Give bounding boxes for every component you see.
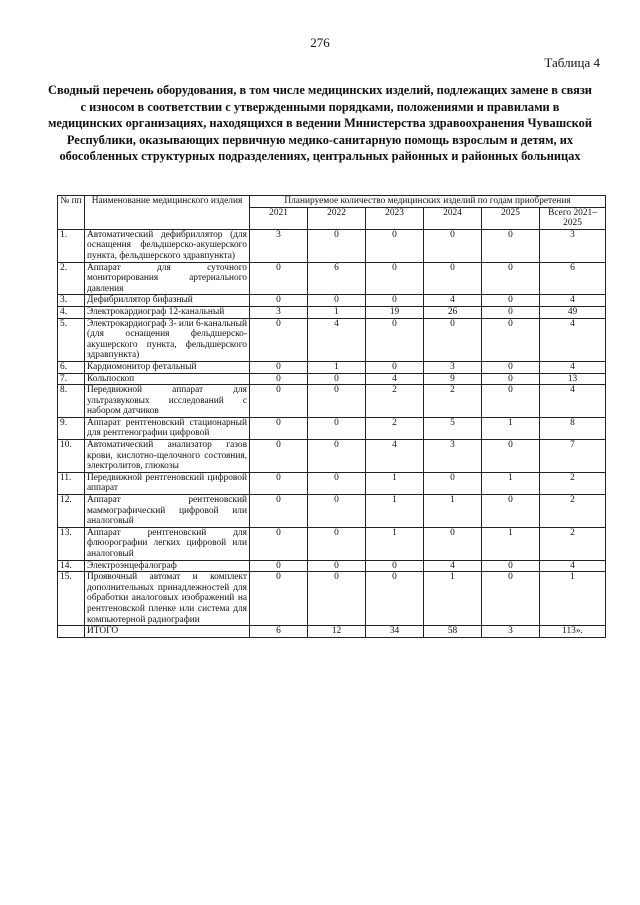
row-item-name: Кольпоскоп [85,373,250,385]
row-value: 1 [366,527,424,560]
row-value: 0 [482,361,540,373]
table-label: Таблица 4 [544,55,600,70]
row-value: 1 [366,495,424,528]
row-value: 5 [424,417,482,439]
row-value: 0 [424,262,482,295]
table-row [58,527,606,560]
row-number: 1. [58,229,85,262]
row-value: 7 [540,440,606,473]
row-value: 0 [250,417,308,439]
row-value: 4 [308,318,366,361]
row-value: 0 [366,318,424,361]
row-value: 0 [250,560,308,572]
row-item-name: Аппарат для суточного мониторирования артериального давления [85,262,250,295]
row-number: 7. [58,373,85,385]
header-planned-quantity: Планируемое количество медицинских изделий по годам приобретения [250,196,606,208]
table-row [58,440,606,473]
row-value: 1 [540,572,606,626]
row-value: 0 [366,560,424,572]
row-value: 0 [250,495,308,528]
row-value: 1 [308,361,366,373]
row-value: 2 [540,472,606,494]
row-number: 5. [58,318,85,361]
table-row [58,318,606,361]
row-value: 3 [250,306,308,318]
equipment-table [57,195,606,638]
row-item-name: Аппарат рентгеновский маммографический цифровой или аналоговый [85,495,250,528]
header-year: 2022 [308,207,366,229]
row-value: 0 [482,572,540,626]
row-value: 0 [424,318,482,361]
row-number: 12. [58,495,85,528]
row-number: 10. [58,440,85,473]
row-number: 4. [58,306,85,318]
row-value: 0 [308,229,366,262]
row-value: 0 [366,262,424,295]
row-value: 0 [424,472,482,494]
row-item-name: Автоматический анализатор газов крови, кислотно-щелочного состояния, электролитов, глюкозы [85,440,250,473]
row-item-name: Проявочный автомат и комплект дополнительных принадлежностей для обработки аналоговых изображений на рентгеновской пленке или система для компьютерной радиографии [85,572,250,626]
row-value: 6 [308,262,366,295]
row-value: 1 [482,417,540,439]
total-value: 113». [540,626,606,638]
row-value: 0 [308,440,366,473]
row-value: 6 [540,262,606,295]
header-year: Всего 2021–2025 [540,207,606,229]
table-row [58,417,606,439]
row-item-name: Дефибриллятор бифазный [85,295,250,307]
header-year: 2023 [366,207,424,229]
row-value: 3 [540,229,606,262]
row-value: 2 [366,417,424,439]
row-value: 0 [308,495,366,528]
row-number: 3. [58,295,85,307]
row-value: 0 [250,572,308,626]
row-value: 3 [424,361,482,373]
total-value: 12 [308,626,366,638]
row-value: 2 [540,495,606,528]
row-value: 2 [540,527,606,560]
document-title: Сводный перечень оборудования, в том числе медицинских изделий, подлежащих замене в связи с износом в соответствии с утвержденными порядками, положениями и правилами в медицинских организациях, находящихся в ведении Министерства здравоохранения Чувашской Республики, оказывающих первичную медико-санитарную помощь взрослым и детям, их обособленных структурных подразделениях, центральных районных и районных больницах [47,83,592,163]
row-value: 0 [250,472,308,494]
row-value: 1 [366,472,424,494]
row-item-name: Передвижной аппарат для ультразвуковых исследований с набором датчиков [85,385,250,418]
row-value: 0 [366,572,424,626]
row-item-name: Электрокардиограф 3- или 6-канальный (для оснащения фельдшерско-акушерского пункта, фельдшерского здравпункта) [85,318,250,361]
row-number: 8. [58,385,85,418]
row-value: 1 [424,495,482,528]
row-value: 4 [424,560,482,572]
row-value: 0 [308,373,366,385]
row-number: 6. [58,361,85,373]
row-value: 8 [540,417,606,439]
row-value: 0 [482,229,540,262]
row-item-name: Аппарат рентгеновский стационарный для рентгенографии цифровой [85,417,250,439]
row-value: 26 [424,306,482,318]
total-value: 58 [424,626,482,638]
row-value: 0 [250,440,308,473]
row-value: 0 [482,373,540,385]
row-value: 1 [482,472,540,494]
row-value: 0 [308,385,366,418]
table-row [58,385,606,418]
row-value: 0 [308,472,366,494]
row-value: 49 [540,306,606,318]
row-value: 0 [308,417,366,439]
total-label: ИТОГО [85,626,250,638]
row-number: 2. [58,262,85,295]
row-item-name: Кардиомонитор фетальный [85,361,250,373]
row-value: 3 [250,229,308,262]
row-value: 19 [366,306,424,318]
row-value: 0 [250,295,308,307]
row-number: 13. [58,527,85,560]
row-value: 0 [308,560,366,572]
table-row [58,560,606,572]
row-value: 0 [308,527,366,560]
total-row-number [58,626,85,638]
row-value: 0 [424,229,482,262]
table-row [58,229,606,262]
row-value: 0 [482,440,540,473]
row-item-name: Электрокардиограф 12-канальный [85,306,250,318]
row-value: 4 [540,385,606,418]
total-value: 3 [482,626,540,638]
row-value: 4 [540,318,606,361]
row-number: 11. [58,472,85,494]
table-row [58,472,606,494]
row-value: 2 [424,385,482,418]
row-value: 0 [366,229,424,262]
row-value: 3 [424,440,482,473]
row-value: 4 [540,361,606,373]
row-value: 9 [424,373,482,385]
header-year: 2021 [250,207,308,229]
page-number: 276 [310,35,330,50]
table-row [58,306,606,318]
row-value: 2 [366,385,424,418]
row-value: 4 [540,295,606,307]
row-value: 0 [250,361,308,373]
row-item-name: Электроэнцефалограф [85,560,250,572]
table-row [58,373,606,385]
total-value: 6 [250,626,308,638]
row-value: 0 [482,295,540,307]
row-value: 1 [482,527,540,560]
table-row [58,572,606,626]
row-value: 0 [482,318,540,361]
row-value: 0 [482,306,540,318]
row-value: 0 [482,560,540,572]
row-value: 4 [424,295,482,307]
row-value: 0 [250,385,308,418]
row-item-name: Передвижной рентгеновский цифровой аппарат [85,472,250,494]
total-value: 34 [366,626,424,638]
total-row [58,626,606,638]
row-item-name: Автоматический дефибриллятор (для оснащения фельдшерско-акушерского пункта, фельдшерского здравпункта) [85,229,250,262]
row-number: 9. [58,417,85,439]
row-value: 0 [250,527,308,560]
header-year: 2024 [424,207,482,229]
row-value: 1 [424,572,482,626]
row-value: 4 [366,440,424,473]
row-value: 0 [308,295,366,307]
header-number: № пп [58,196,85,230]
row-number: 15. [58,572,85,626]
row-value: 0 [250,262,308,295]
row-value: 0 [308,572,366,626]
row-value: 0 [482,385,540,418]
row-value: 0 [250,318,308,361]
row-value: 0 [482,495,540,528]
row-value: 4 [366,373,424,385]
table-row [58,262,606,295]
row-value: 0 [482,262,540,295]
header-name: Наименование медицинского изделия [85,196,250,230]
table-row [58,361,606,373]
row-value: 0 [366,295,424,307]
row-item-name: Аппарат рентгеновский для флюорографии легких цифровой или аналоговый [85,527,250,560]
row-value: 0 [250,373,308,385]
header-year: 2025 [482,207,540,229]
table-row [58,495,606,528]
row-number: 14. [58,560,85,572]
row-value: 4 [540,560,606,572]
table-row [58,295,606,307]
row-value: 1 [308,306,366,318]
row-value: 0 [424,527,482,560]
row-value: 0 [366,361,424,373]
row-value: 13 [540,373,606,385]
